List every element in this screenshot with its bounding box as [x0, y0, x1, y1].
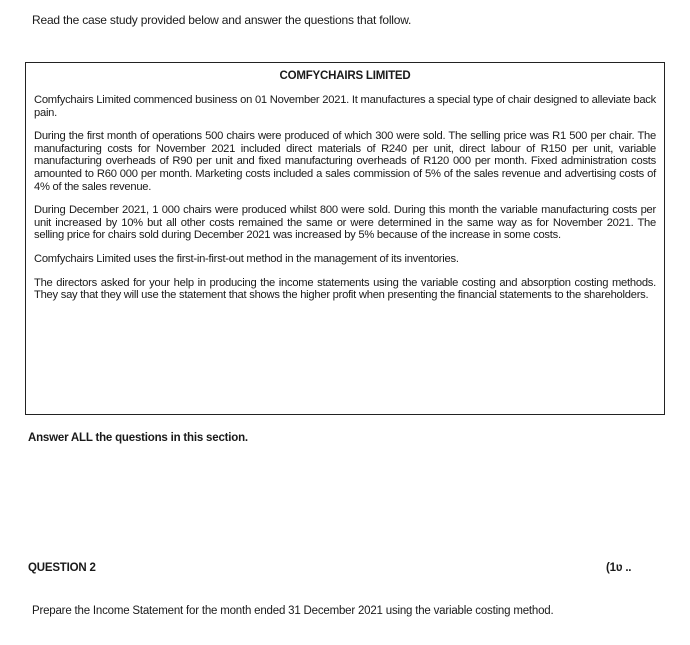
- question-text: Prepare the Income Statement for the month ended 31 December 2021 using the variable costing method.: [32, 605, 554, 617]
- case-paragraph-3: During December 2021, 1 000 chairs were produced whilst 800 were sold. During this month the variable manufacturing costs per unit increased by 10% but all other costs remained the same or were determined in the same way as for November 2021. The selling price for chairs sold during December 2021 was increased by 5% because of the increase in some costs.: [34, 204, 656, 242]
- question-heading: QUESTION 2: [28, 562, 96, 574]
- instruction-text: Read the case study provided below and answer the questions that follow.: [32, 13, 412, 27]
- answer-all-instruction: Answer ALL the questions in this section.: [28, 432, 248, 444]
- case-paragraph-5: The directors asked for your help in producing the income statements using the variable costing and absorption costing methods. They say that they will use the statement that shows the higher profit when presenting the financial statements to the shareholders.: [34, 276, 656, 302]
- case-paragraph-4: Comfychairs Limited uses the first-in-first-out method in the management of its inventories.: [34, 252, 459, 265]
- case-paragraph-1: Comfychairs Limited commenced business on 01 November 2021. It manufactures a special type of chair designed to alleviate back pain.: [34, 94, 656, 119]
- case-paragraph-2: During the first month of operations 500 chairs were produced of which 300 were sold. The selling price was R1 500 per chair. The manufacturing costs for November 2021 included direct materials of R240 per unit, direct labour of R150 per unit, variable manufacturing overheads of R90 per unit and fixed manufacturing overheads of R120 000 per month. Fixed administration costs amounted to R60 000 per month. Marketing costs included a sales commission of 5% of the sales revenue and advertising costs of 4% of the sales revenue.: [34, 130, 656, 193]
- case-study-title: COMFYCHAIRS LIMITED: [279, 70, 411, 82]
- case-study-box: [25, 62, 665, 415]
- question-marks: (1ʋ ..: [606, 562, 632, 574]
